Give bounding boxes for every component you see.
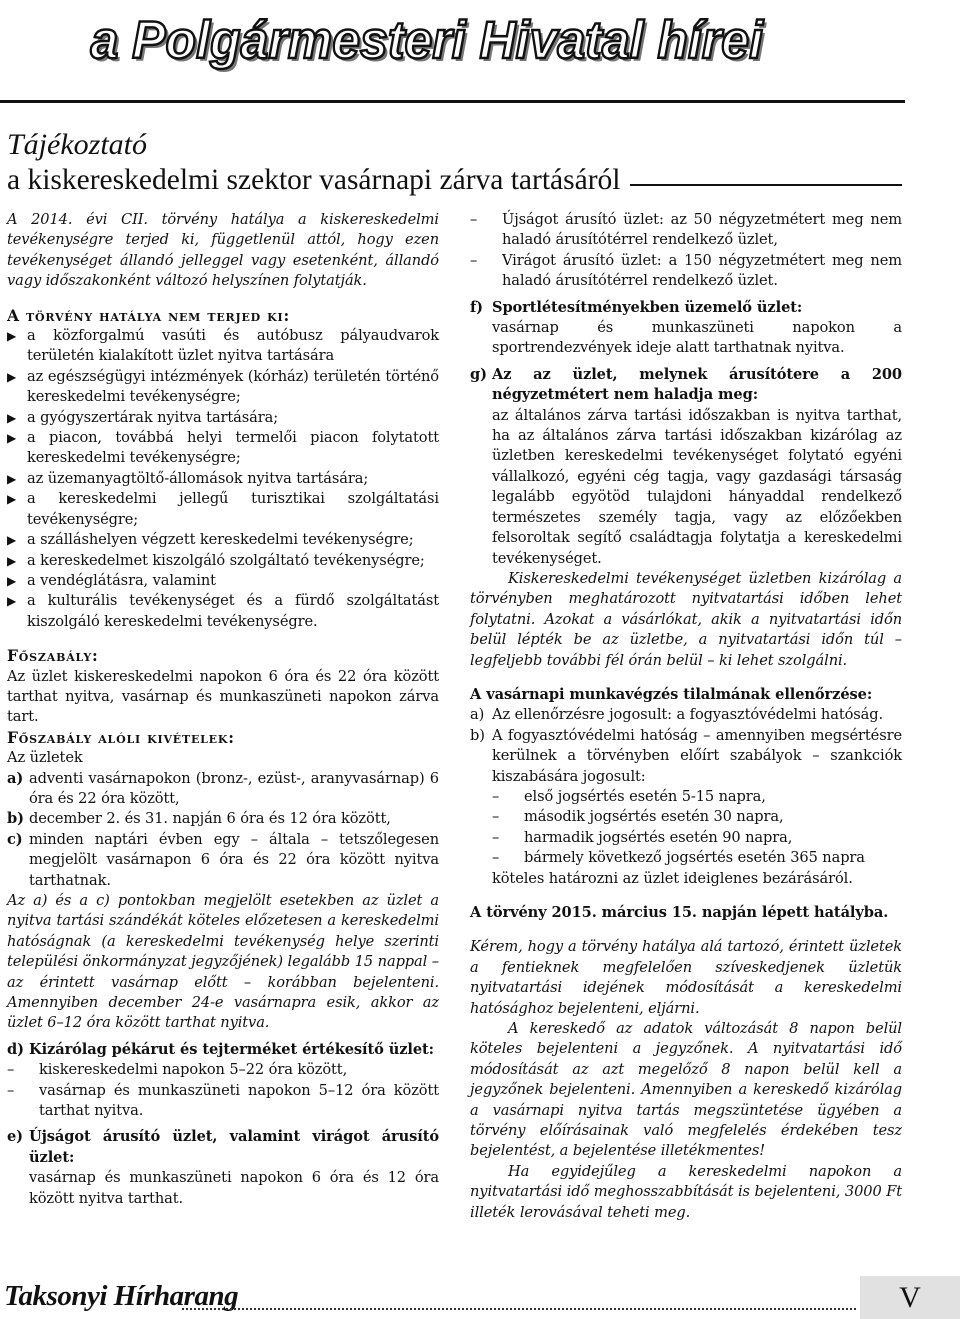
section-e-text: vasárnap és munkaszüneti napokon 6 óra és 12 óra között nyitva tarthat. (29, 1169, 439, 1207)
exception-item: b) december 2. és 31. napján 6 óra és 12 óra között, (7, 810, 391, 828)
section-e-definition: – Virágot árusító üzlet: a 150 négyzetmétert meg nem haladó árusítótérrel rendelkező üzlet. (470, 251, 902, 290)
control-item: a) Az ellenőrzésre jogosult: a fogyasztóvédelmi hatóság. (470, 706, 884, 724)
footer-brand: Taksonyi Hírharang (4, 1280, 239, 1312)
scope-item: ▶ a vendéglátásra, valamint (7, 571, 439, 591)
fine-item: – második jogsértés esetén 30 napra, (492, 808, 784, 826)
footer-dotted-rule (182, 1308, 856, 1310)
article-title-line1: Tájékoztató (7, 128, 147, 161)
fine-item: – első jogsértés esetén 5-15 napra, (492, 787, 766, 805)
fine-item: – harmadik jogsértés esetén 90 napra, (492, 828, 793, 846)
left-column (7, 210, 439, 1209)
masthead-title: a Polgármesteri Hivatal hírei (90, 10, 763, 70)
scope-heading: A törvény hatálya nem terjed ki: (7, 305, 290, 325)
exception-item: c) minden naptári évben egy – általa – tetszőlegesen megjelölt vasárnapon 6 óra és 22 óra között nyitva tarthatnak. (7, 830, 439, 889)
exception-item: a) adventi vasárnapokon (bronz-, ezüst-, aranyvasárnap) 6 óra és 22 óra között, (7, 769, 439, 807)
section-g-heading: g) Az az üzlet, melynek árusítótere a 200 négyzetmétert nem haladja meg: (470, 365, 902, 404)
section-e-definition: – Újságot árusító üzlet: az 50 négyzetmétert meg nem haladó árusítótérrel rendelkező üzlet, (470, 211, 902, 249)
effective-date: A törvény 2015. március 15. napján lépett hatályba. (470, 904, 889, 921)
fines-tail: köteles határozni az üzlet ideiglenes bezárásáról. (492, 869, 853, 887)
scope-item: ▶ a kulturális tevékenységet és a fürdő szolgáltatást kiszolgáló kereskedelmi tevékenységre. (7, 591, 439, 632)
section-d-item: – vasárnap és munkaszüneti napokon 5–12 óra között tarthat nyitva. (7, 1081, 439, 1120)
main-rule-heading: Főszabály: (7, 646, 99, 666)
main-rule-text: Az üzlet kiskereskedelmi napokon 6 óra és 22 óra között tarthat nyitva, vasárnap és munkaszüneti napokon zárva tart. (7, 667, 439, 726)
exceptions-intro: Az üzletek (7, 749, 83, 767)
scope-item: ▶ az egészségügyi intézmények (kórház) területén történő kereskedelmi tevékenységre; (7, 367, 439, 408)
scope-item: ▶ a kereskedelmet kiszolgáló szolgáltató tevékenységre; (7, 551, 439, 571)
exceptions-heading: Főszabály alóli kivételek: (7, 727, 235, 747)
fine-item: – bármely következő jogsértés esetén 365 napra (492, 849, 865, 867)
scope-item: ▶ a piacon, továbbá helyi termelői piacon folytatott kereskedelmi tevékenységre; (7, 428, 439, 469)
section-e-heading: e) Újságot árusító üzlet, valamint virágot árusító üzlet: (7, 1128, 439, 1166)
footer (0, 1276, 960, 1319)
masthead (0, 0, 905, 103)
intro-paragraph: A 2014. évi CII. törvény hatálya a kiskereskedelmi tevékenységre terjed ki, függetlenül attól, hogy ezen tevékenységet állandó jelleggel vagy esetenként, állandó vagy időszakonként változó helyszínen folytatják. (7, 211, 439, 290)
title-rule (630, 184, 902, 186)
notice-paragraph: Az a) és a c) pontokban megjelölt esetekben az üzlet a nyitva tartási szándékát köteles előzetesen a kereskedelmi hatóságnak (a kereskedelmi tevékenység helye szerinti települési önkormányzat jegyzőjének) legalább 15 nappal – az érintett vasárnap előtt – korábban bejelenteni. Amennyiben december 24-e vasárnapra esik, akkor az üzlet 6–12 óra között tarthat nyitva. (7, 892, 439, 1032)
scope-item: ▶ a kereskedelmi jellegű turisztikai szolgáltatási tevékenységre; (7, 489, 439, 530)
control-heading: A vasárnapi munkavégzés tilalmának ellenőrzése: (470, 685, 873, 703)
scope-list (7, 326, 439, 632)
section-d-item: – kiskereskedelmi napokon 5–22 óra között, (7, 1061, 348, 1079)
scope-item: ▶ a szálláshelyen végzett kereskedelmi tevékenységre; (7, 530, 439, 550)
scope-item: ▶ a közforgalmú vasúti és autóbusz pályaudvarok területén kialakított üzlet nyitva tartására (7, 326, 439, 367)
request-paragraph: A kereskedő az adatok változását 8 napon belül köteles bejelenteni a jegyzőnek. A nyitvatartási idő módosítását az azt megelőző 8 napon belül kell a jegyzőnek bejelenteni. Amennyiben a kereskedő kizárólag a vasárnapi nyitva tartás megszüntetése ügyében a törvény előírásainak való megfelelés érdekében tesz bejelentést, a bejelentése illetékmentes! (470, 1020, 902, 1160)
section-f-heading: f) Sportlétesítményekben üzemelő üzlet: (470, 298, 803, 316)
page-number: V (860, 1276, 960, 1319)
scope-item: ▶ a gyógyszertárak nyitva tartására; (7, 408, 439, 428)
section-f-text: vasárnap és munkaszüneti napokon a sportrendezvények ideje alatt tarthatnak nyitva. (492, 319, 902, 357)
request-paragraph: Kérem, hogy a törvény hatálya alá tartozó, érintett üzletek a fentieknek megfelelően szíveskedjenek üzletük nyitvatartási idejének módosítását a kereskedelmi hatósághoz bejelenteni, eljárni. (470, 938, 902, 1017)
scope-item: ▶ az üzemanyagtöltő-állomások nyitva tartására; (7, 469, 439, 489)
section-g-text: az általános zárva tartási időszakban is nyitva tarthat, ha az általános zárva tartási időszakban kizárólag az üzletben kereskedelmi tevékenységet folytató egyéni vállalkozó, egyéni cég tagja, vagy gazdasági társaság legalább egyötöd tulajdoni hányaddal rendelkező természetes személy tagja, vagy az előzőekben felsoroltak segítő családtagja folytatja a kereskedelmi tevékenységet. (492, 406, 902, 567)
section-g-note: Kiskereskedelmi tevékenységet üzletben kizárólag a törvényben meghatározott nyitvatartási időben lehet folytatni. Azokat a vásárlókat, akik a nyitvatartási időn belül lépték be az üzletbe, a nyitvatartási időn túl – legfeljebb további fél órán belül – ki lehet szolgálni. (470, 569, 902, 669)
article-heading (7, 128, 902, 198)
request-paragraph: Ha egyidejűleg a kereskedelmi napokon a nyitvatartási idő meghosszabbítását is bejelenteni, 3000 Ft illeték lerovásával teheti meg. (470, 1162, 902, 1221)
section-d-heading: d) Kizárólag pékárut és tejterméket értékesítő üzlet: (7, 1040, 434, 1058)
article-title-line2: a kiskereskedelmi szektor vasárnapi zárva tartásáról (7, 164, 621, 196)
control-item: b) A fogyasztóvédelmi hatóság – amennyiben megsértésre kerülnek a törvényben előírt szabályok – szankciók kiszabására jogosult: (470, 726, 902, 785)
right-column (470, 210, 902, 1223)
